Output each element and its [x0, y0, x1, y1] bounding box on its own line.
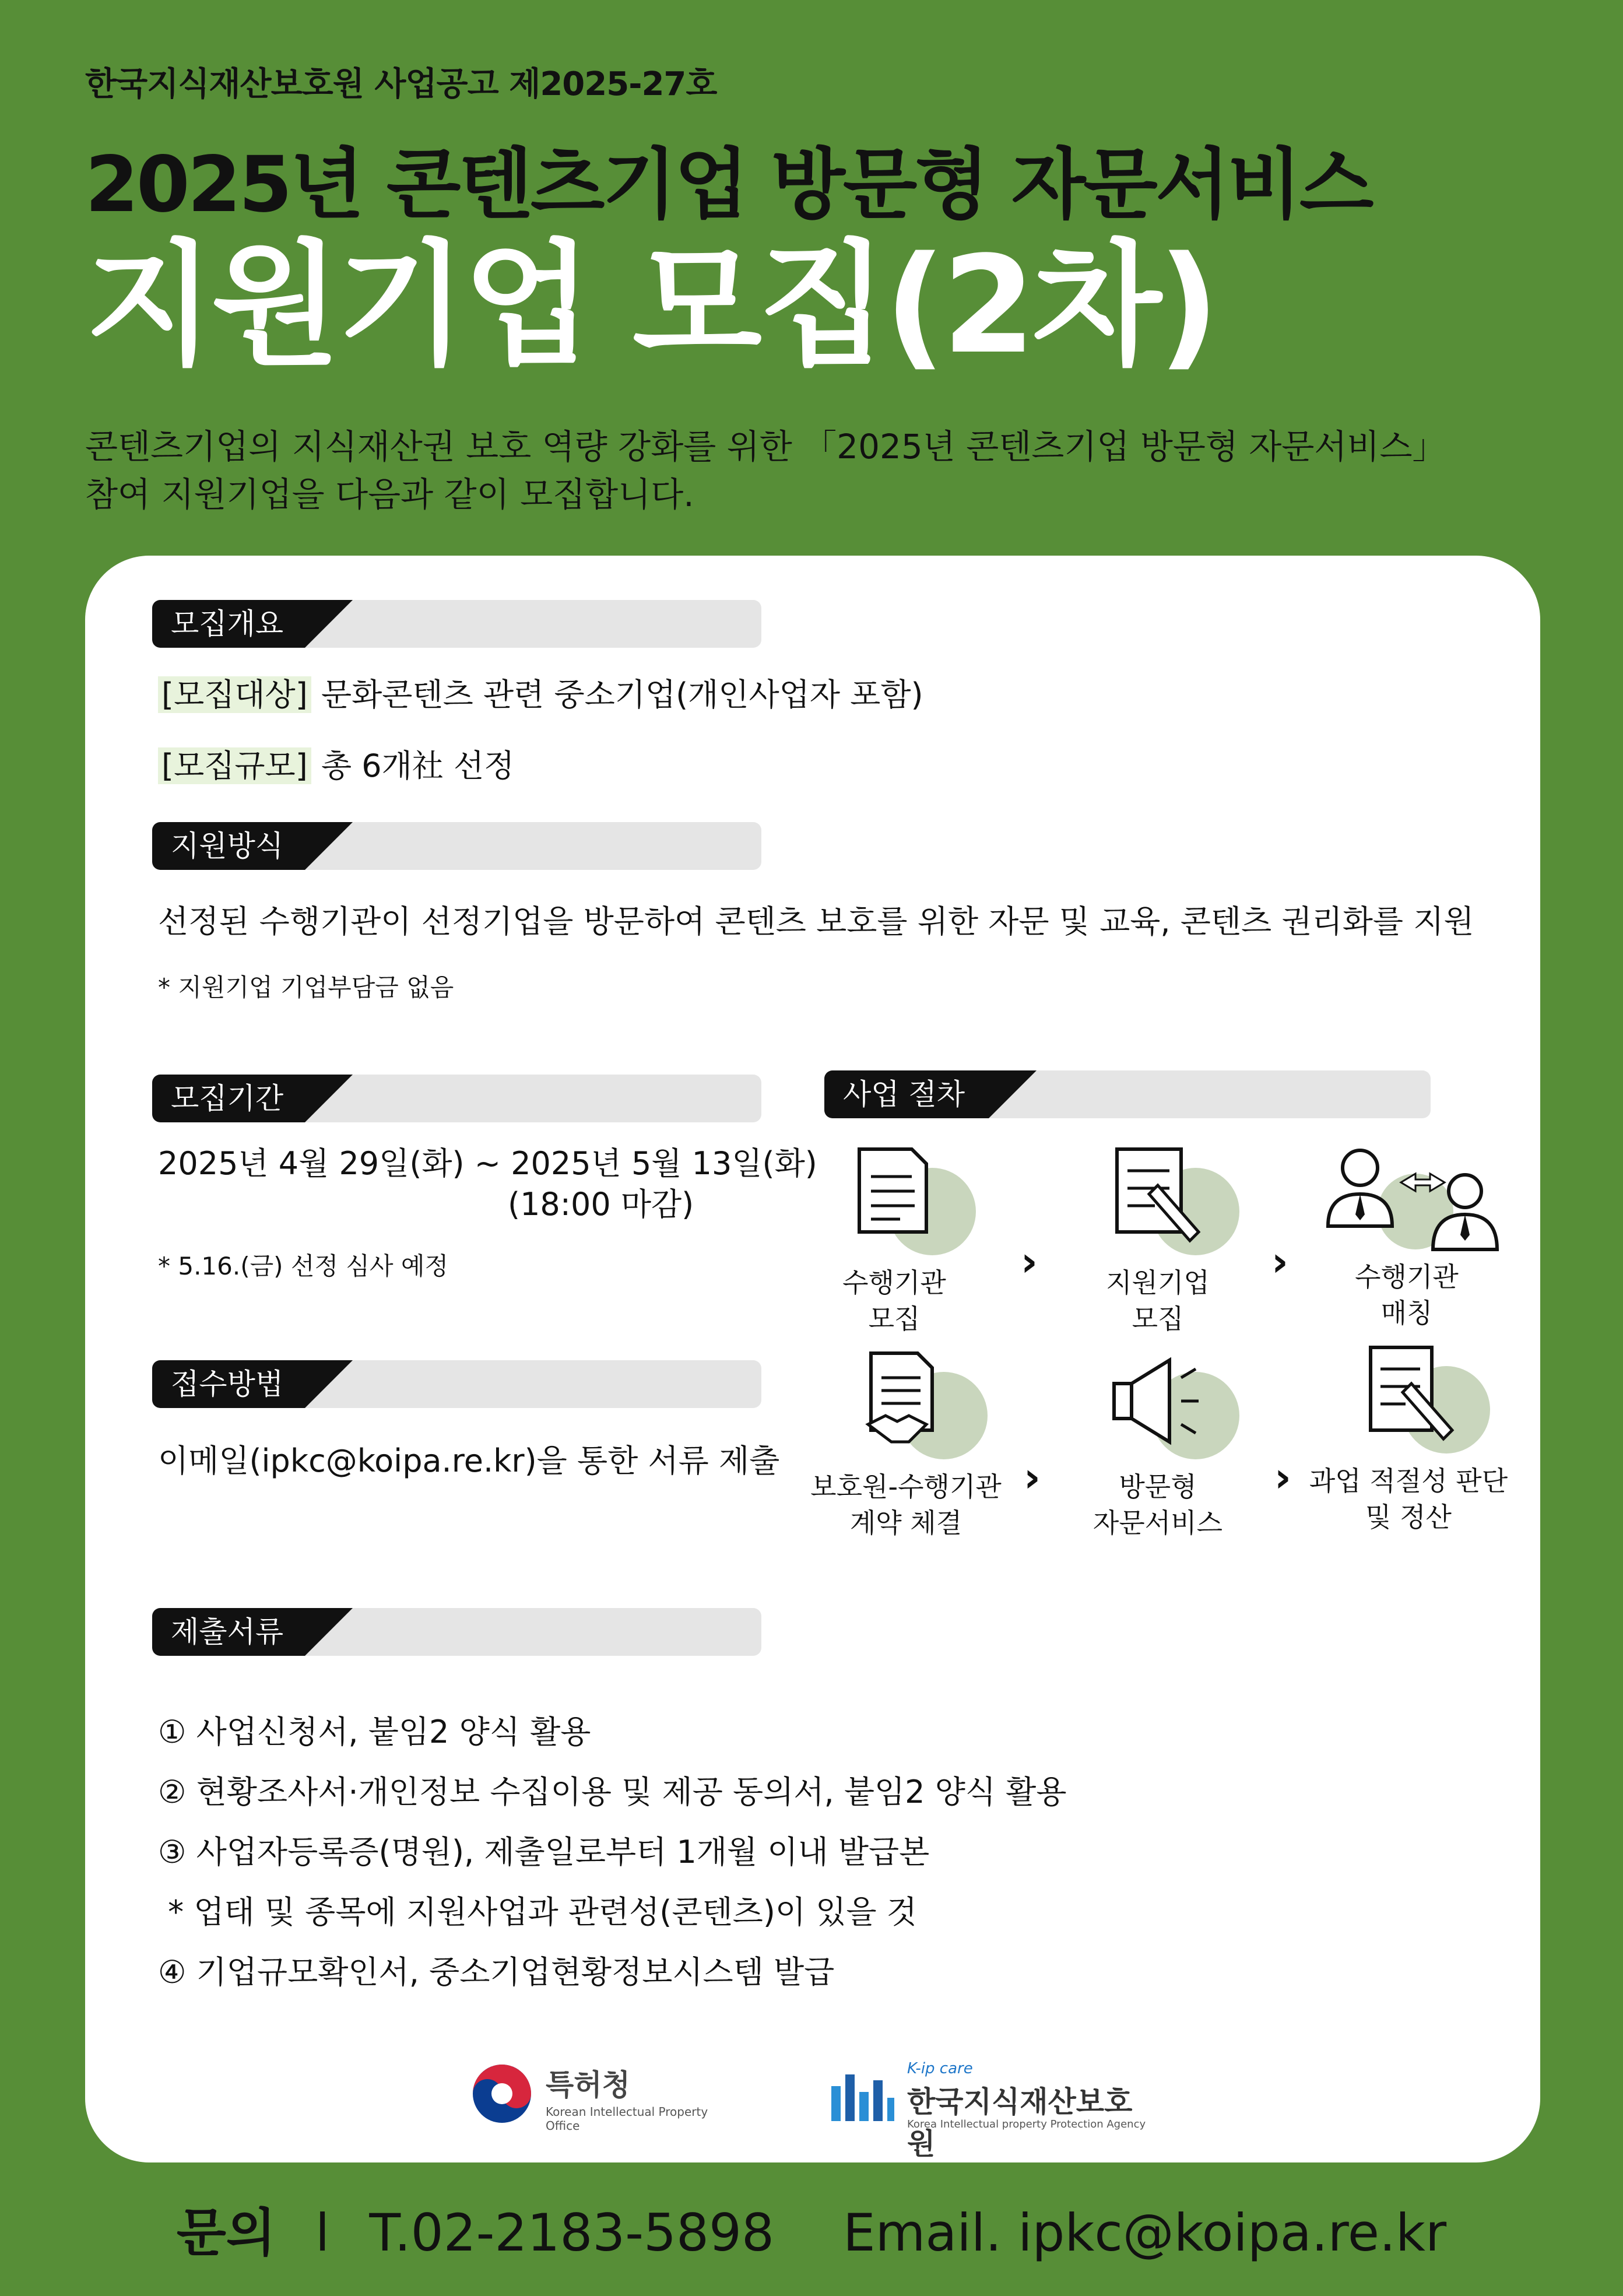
content-card — [85, 556, 1540, 2162]
recruit-target-text: 문화콘텐츠 관련 중소기업(개인사업자 포함) — [321, 676, 923, 713]
chevron-right-icon: › — [1021, 1238, 1038, 1286]
taegeuk-icon — [470, 2062, 534, 2126]
intro-text — [85, 423, 1446, 518]
procedure-step-5-label: 방문형 자문서비스 — [1092, 1471, 1223, 1539]
kipo-logo — [470, 2057, 738, 2133]
section-overview-header — [152, 600, 761, 648]
contact-footer — [0, 2192, 1623, 2266]
method-note: * 지원기업 기업부담금 없음 — [158, 973, 454, 1002]
section-procedure-header — [824, 1070, 1431, 1118]
procedure-step-6 — [1304, 1343, 1513, 1535]
procedure-step-4-label: 보호원-수행기관 계약 체결 — [810, 1471, 1002, 1539]
recruit-target — [158, 670, 923, 715]
period-dates: 2025년 4월 29일(화) ~ 2025년 5월 13일(화) — [158, 1145, 817, 1182]
page-title: 2025년 콘텐츠기업 방문형 자문서비스 — [85, 140, 1372, 230]
handshake-document-icon — [836, 1349, 976, 1465]
koipa-name: 한국지식재산보호원 — [907, 2085, 1133, 2161]
procedure-step-1 — [789, 1145, 999, 1337]
section-documents-title: 제출서류 — [152, 1608, 305, 1656]
announcement-number: 한국지식재산보호원 사업공고 제2025-27호 — [85, 65, 717, 103]
intro-line-2: 참여 지원기업을 다음과 같이 모집합니다. — [85, 475, 694, 514]
document-item-3: ③ 사업자등록증(명원), 제출일로부터 1개월 이내 발급본 — [158, 1834, 930, 1870]
recruit-scale-tag: [모집규모] — [158, 747, 311, 784]
procedure-step-1-label: 수행기관 모집 — [842, 1267, 946, 1335]
intro-line-1: 콘텐츠기업의 지식재산권 보호 역량 강화를 위한 「2025년 콘텐츠기업 방문형 자문서비스」 — [85, 427, 1446, 466]
method-text: 선정된 수행기관이 선정기업을 방문하여 콘텐츠 보호를 위한 자문 및 교육, 콘텐츠 권리화를 지원 — [158, 903, 1474, 940]
koipa-brand: K-ip care — [907, 2060, 973, 2077]
document-pen-icon — [1339, 1343, 1478, 1459]
contact-label: 문의 — [176, 2203, 276, 2263]
document-icon — [824, 1145, 964, 1261]
chevron-right-icon: › — [1274, 1454, 1291, 1501]
contact-separator: l — [315, 2203, 330, 2263]
page-subtitle: 지원기업 모집(2차) — [85, 228, 1216, 384]
procedure-step-2-label: 지원기업 모집 — [1106, 1267, 1210, 1335]
recruit-scale-text: 총 6개社 선정 — [321, 747, 515, 784]
period-deadline: (18:00 마감) — [508, 1186, 694, 1223]
kipo-eng-name: Korean Intellectual Property Office — [546, 2105, 708, 2133]
procedure-step-3-label: 수행기관 매칭 — [1355, 1261, 1459, 1329]
recruit-scale — [158, 741, 514, 786]
submission-text: 이메일(ipkc@koipa.re.kr)을 통한 서류 제출 — [158, 1442, 780, 1479]
chevron-right-icon: › — [1271, 1238, 1288, 1286]
section-documents-header — [152, 1608, 761, 1656]
procedure-step-6-label: 과업 적절성 판단 및 정산 — [1309, 1465, 1508, 1533]
document-item-1: ① 사업신청서, 붙임2 양식 활용 — [158, 1714, 591, 1750]
section-method-title: 지원방식 — [152, 822, 305, 870]
section-procedure-title: 사업 절차 — [824, 1070, 989, 1118]
document-item-3-note: * 업태 및 종목에 지원사업과 관련성(콘텐츠)이 있을 것 — [158, 1894, 917, 1930]
contact-phone: T.02-2183-5898 — [369, 2203, 775, 2263]
procedure-step-3 — [1308, 1139, 1517, 1331]
procedure-step-4 — [801, 1349, 1011, 1541]
section-submission-header — [152, 1360, 761, 1408]
recruit-target-tag: [모집대상] — [158, 676, 311, 713]
people-exchange-icon — [1319, 1139, 1506, 1255]
section-period-title: 모집기간 — [152, 1075, 305, 1122]
section-overview-title: 모집개요 — [152, 600, 305, 648]
section-method-header — [152, 822, 761, 870]
document-item-4: ④ 기업규모확인서, 중소기업현황정보시스템 발급 — [158, 1954, 835, 1990]
period-note: * 5.16.(금) 선정 심사 예정 — [158, 1252, 449, 1280]
chevron-right-icon: › — [1024, 1454, 1041, 1501]
kipo-name: 특허청 — [546, 2068, 630, 2102]
section-submission-title: 접수방법 — [152, 1360, 305, 1408]
document-item-2: ② 현황조사서·개인정보 수집이용 및 제공 동의서, 붙임2 양식 활용 — [158, 1774, 1067, 1810]
koipa-logo — [831, 2060, 1158, 2161]
koipa-eng-name: Korea Intellectual property Protection Agency — [907, 2118, 1146, 2130]
contact-email: Email. ipkc@koipa.re.kr — [843, 2203, 1447, 2263]
procedure-step-5 — [1053, 1349, 1263, 1541]
koipa-bars-icon — [831, 2069, 895, 2127]
document-pen-icon — [1088, 1145, 1228, 1261]
section-period-header — [152, 1075, 761, 1122]
procedure-step-2 — [1053, 1145, 1263, 1337]
megaphone-icon — [1088, 1349, 1228, 1465]
